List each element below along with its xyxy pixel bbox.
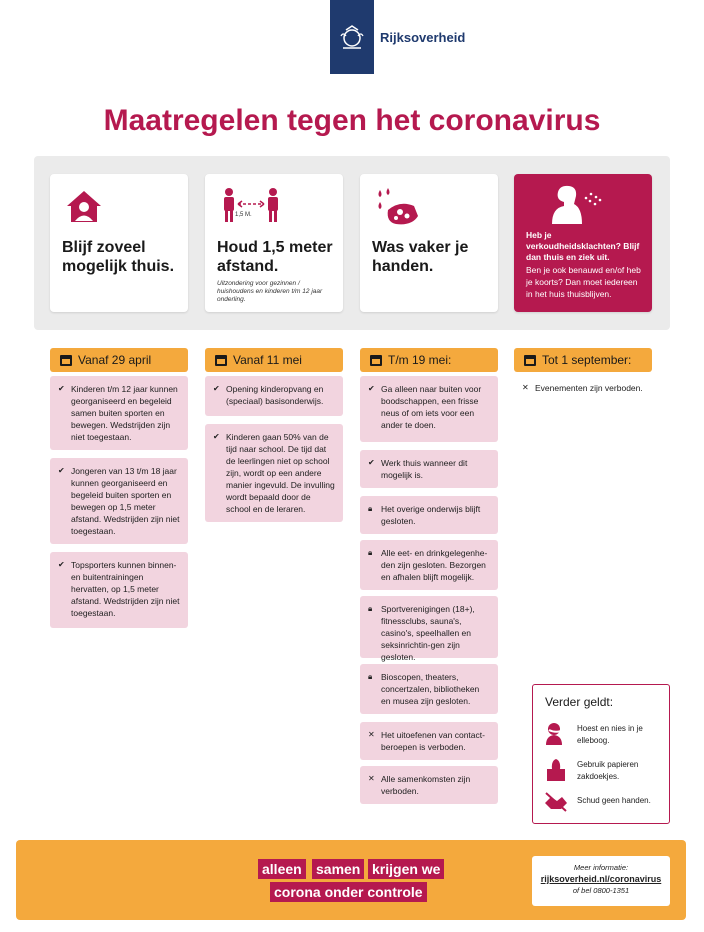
column-header-19-mei [360,348,498,372]
additional-rule-text: Gebruik papieren zakdoekjes. [577,760,639,781]
card-label: Houd 1,5 meter afstand. [217,239,333,275]
additional-rules-box [532,684,670,824]
slogan-word: alleen [258,859,306,879]
slogan-word: samen [312,859,364,879]
additional-rule-text: Hoest en nies in je elleboog. [577,724,643,745]
page-title: Maatregelen tegen het coronavirus [103,104,601,137]
more-info-box [532,856,670,906]
slogan-line-2: corona onder controle [270,882,427,902]
measure-item [205,376,343,416]
card-wash-hands [360,174,498,312]
card-label: Was vaker je handen. [372,239,469,275]
measure-text: Kinderen gaan 50% van de tijd naar school. De tijd dat de leerlingen niet op school zijn, wordt op een andere manier ingevuld. De invulling wordt bepaald door de school en de leraren. [226,432,335,514]
column-header-1-september [514,348,652,372]
lock-icon: 🔒︎ [368,604,373,613]
measure-text: Topsporters kunnen binnen- en buitentrainingen hervatten, op 1,5 meter afstand. Wedstrijden zijn niet toegestaan. [71,560,180,618]
tissue-box-icon [543,757,569,783]
measure-text: Sportverenigingen (18+), fitnessclubs, sauna's, casino's, speelhallen en seksinrichtin-gen zijn gesloten. [381,604,475,662]
calendar-icon [524,355,536,366]
measure-text: Opening kinderopvang en (speciaal) basisonderwijs. [226,384,324,406]
wash-hands-icon [374,186,422,230]
measure-item [360,450,498,488]
more-info-link[interactable]: rijksoverheid.nl/coronavirus [540,874,662,884]
column-header-11-mei [205,348,343,372]
measure-text: Alle eet- en drinkgelegenhe-den zijn gesloten. Bezorgen en afhalen blijft mogelijk. [381,548,488,582]
measure-item [360,766,498,804]
logo-text: Rijksoverheid [380,30,466,45]
measure-text: Werk thuis wanneer dit mogelijk is. [381,458,468,480]
more-info-label: Meer informatie: [573,863,629,872]
measure-text: Het uitoefenen van contact-beroepen is verboden. [381,730,485,752]
measure-item [50,458,188,544]
measure-text: Alle samenkomsten zijn verboden. [381,774,471,796]
column-header-label: T/m 19 mei: [388,353,452,367]
coat-of-arms-icon [337,22,367,52]
measure-item [360,496,498,534]
measure-item [360,596,498,662]
distance-people-icon [219,186,283,230]
warning-text: Ben je ook benauwd en/of heb je koorts? Dan moet iedereen in het huis thuisblijven. [526,265,641,299]
check-icon: ✔ [368,458,375,467]
additional-rule-text: Schud geen handen. [577,796,651,805]
card-label: Blijf zoveel mogelijk thuis. [62,239,175,275]
measure-item [360,376,498,442]
measure-item [360,722,498,760]
cross-icon: ✕ [368,730,375,739]
column-header-label: Tot 1 september: [542,353,632,367]
check-icon: ✔ [213,432,220,441]
house-person-icon [64,186,104,226]
government-logo [330,0,374,74]
sick-person-icon [544,184,604,226]
column-header-label: Vanaf 11 mei [233,353,302,367]
measure-text: Evenementen zijn verboden. [535,383,643,393]
measure-item [360,540,498,590]
column-header-label: Vanaf 29 april [78,353,152,367]
check-icon: ✔ [58,384,65,393]
more-info-phone: of bel 0800-1351 [572,886,630,895]
footer-banner [16,840,686,920]
slogan-word: krijgen we [368,859,444,879]
card-distance [205,174,343,312]
additional-rule [543,721,663,751]
calendar-icon [60,355,72,366]
column-header-29-april [50,348,188,372]
card-note: Uitzondering voor gezinnen / huishoudens en kinderen t/m 12 jaar onderling. [217,280,323,303]
measure-text: Ga alleen naar buiten voor boodschappen, een frisse neus of om iets voor een ander te doen. [381,384,482,430]
distance-icon-label: 1,5 M. [235,212,252,218]
measure-item [205,424,343,522]
sneeze-elbow-icon [543,721,569,747]
additional-rule [543,757,663,787]
check-icon: ✔ [368,384,375,393]
additional-rule [543,791,663,821]
lock-icon: 🔒︎ [368,672,373,681]
calendar-icon [370,355,382,366]
calendar-icon [215,355,227,366]
measure-text: Kinderen t/m 12 jaar kunnen georganiseerd en begeleid samen buiten sporten en bewegen. Wedstrijden zijn niet toegestaan. [71,384,178,442]
no-handshake-icon [543,791,569,813]
check-icon: ✔ [58,466,65,475]
additional-rules-title: Verder geldt: [545,695,614,709]
measure-text: Het overige onderwijs blijft gesloten. [381,504,481,526]
cross-icon: ✕ [522,383,529,392]
warning-bold-text: Heb je verkoudheidsklachten? Blijf dan thuis en ziek uit. [526,230,640,262]
cross-icon: ✕ [368,774,375,783]
card-symptoms-warning [514,174,652,312]
measure-item [514,376,652,400]
card-stay-home [50,174,188,312]
measure-item [360,664,498,714]
measure-item [50,552,188,628]
check-icon: ✔ [58,560,65,569]
measure-text: Jongeren van 13 t/m 18 jaar kunnen georganiseerd en begeleid buiten sporten en bewegen op 1,5 meter afstand. Wedstrijden zijn niet toegestaan. [71,466,180,536]
check-icon: ✔ [213,384,220,393]
measure-item [50,376,188,450]
lock-icon: 🔒︎ [368,548,373,557]
measure-text: Bioscopen, theaters, concertzalen, bibliotheken en musea zijn gesloten. [381,672,480,706]
lock-icon: 🔒︎ [368,504,373,513]
